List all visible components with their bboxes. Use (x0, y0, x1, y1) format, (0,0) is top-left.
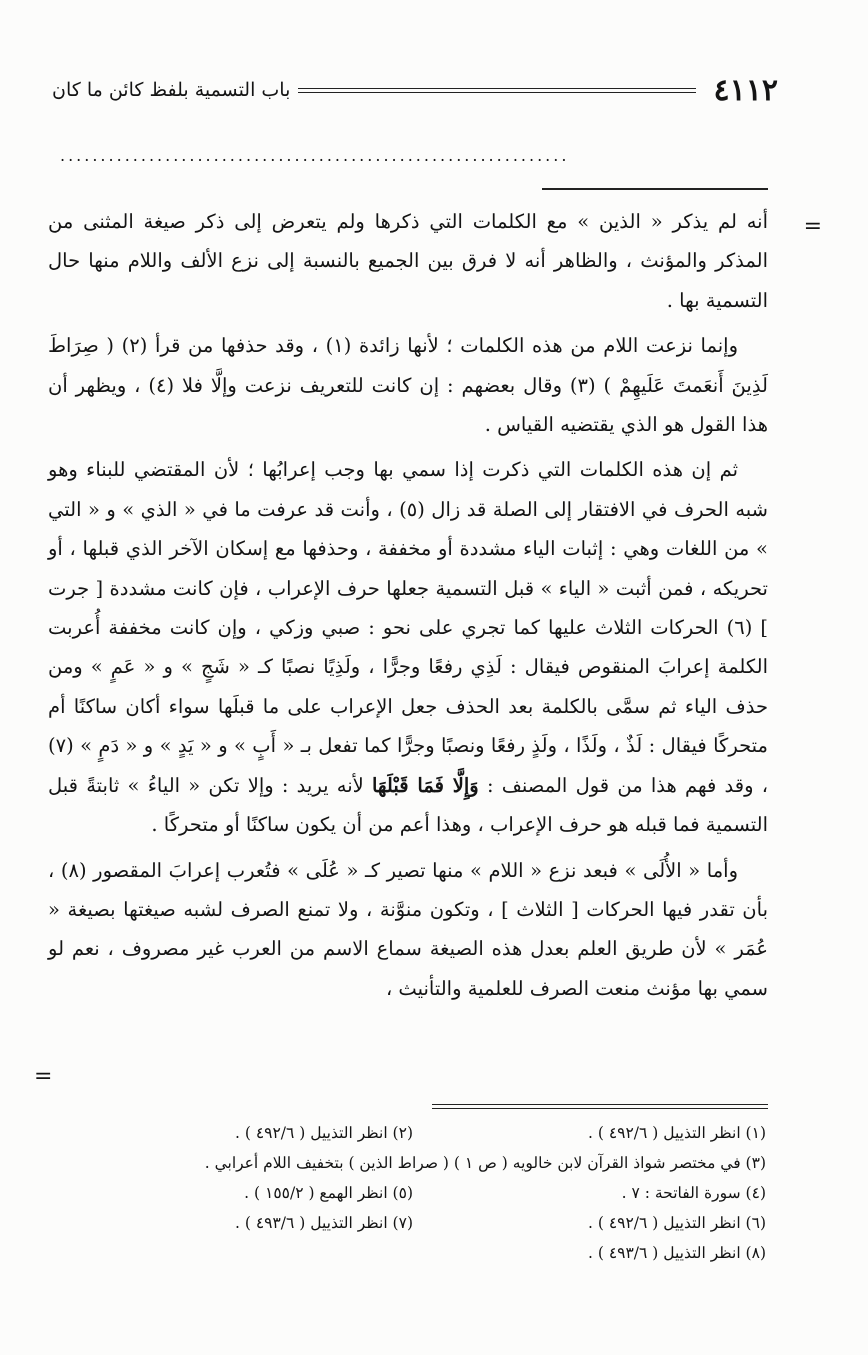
footnotes (60, 1118, 766, 1268)
footnote-row (60, 1208, 766, 1238)
paragraph-declension (48, 450, 768, 844)
paragraph-ula: وأما « الأُلَى » فبعد نزع « اللام » منها تصير كـ « عُلَى » فتُعرب إعرابَ المقصور (٨) ، بأن تقدر فيها الحركات [ الثلاث ] ، وتكون منوَّنة ، ولا تمنع الصرف لشبه صيغتها بصيغة « عُمَر » لأن طريق العلم بعدل هذه الصيغة سماع الاسم من العرب غير مصروف ، نعم لو سمي بها مؤنث منعت الصرف للعلمية والتأنيث ، (48, 858, 768, 1000)
footnote-rule (432, 1104, 768, 1109)
footnote-row (60, 1118, 766, 1148)
dotted-separator: ............................................................... (60, 146, 570, 165)
header-rule (298, 88, 695, 93)
chapter-title: باب التسمية بلفظ كائن ما كان (52, 79, 291, 101)
footnote-1: (١) انظر التذييل ( ٤٩٢/٦ ) . (587, 1124, 766, 1142)
quoted-verse: وَإِلَّا فَمَا قَبْلَهَا (371, 773, 479, 797)
main-text (48, 202, 768, 1008)
footnote-row (60, 1238, 766, 1268)
continuation-rule (542, 188, 768, 190)
footnote-6: (٦) انظر التذييل ( ٤٩٢/٦ ) . (587, 1214, 766, 1232)
footnote-row (60, 1148, 766, 1178)
footnote-8: (٨) انظر التذييل ( ٤٩٣/٦ ) . (587, 1244, 766, 1262)
continuation-marker-bottom: = (34, 1064, 53, 1089)
running-header (52, 68, 778, 112)
footnote-5: (٥) انظر الهمع ( ١٥٥/٢ ) . (244, 1184, 413, 1202)
page-number: ٤١١٢ (713, 72, 778, 108)
paragraph-text: ثم إن هذه الكلمات التي ذكرت إذا سمي بها وجب إعرابُها ؛ لأن المقتضي للبناء وهو شبه الحرف في الافتقار إلى الصلة قد زال (٥) ، وأنت قد عرفت ما في « الذي » و « التي » من اللغات وهي : إثبات الياء مشددة أو مخففة ، وحذفها مع إسكان الآخر الذي قبلها ، أو تحريكه ، فمن أثبت « الياء » قبل التسمية جعلها حرف الإعراب ، فإن كانت مشددة [ جرت ] (٦) الحركات الثلاث عليها كما تجري على نحو : صبي وزكي ، وإن كانت مخففة أُعربت الكلمة إعرابَ المنقوص فيقال : لَذِي رفعًا وجرًّا ، ولَذِيًا نصبًا كـ « شَجٍ » و « عَمٍ » ومن حذف الياء ثم سمَّى بالكلمة بعد الحذف جعل الإعراب على ما قبلَها سواء أكان ساكنًا أم متحركًا فيقال : لَذٌ ، ولَذًا ، ولَذٍ رفعًا ونصبًا وجرًّا كما تفعل بـ « أَبٍ » و « يَدٍ » و « دَمٍ » (٧) ، وقد فهم هذا من قول المصنف : (48, 458, 769, 797)
paragraph-lam-removal: وإنما نزعت اللام من هذه الكلمات ؛ لأنها زائدة (١) ، وقد حذفها من قرأ (٢) ( صِرَاطَ لَذِينَ أَنعَمتَ عَلَيهِمْ ) (٣) وقال بعضهم : إن كانت للتعريف نزعت وإلَّا فلا (٤) ، ويظهر أن هذا القول هو الذي يقتضيه القياس . (48, 334, 769, 437)
footnote-2: (٢) انظر التذييل ( ٤٩٢/٦ ) . (234, 1124, 413, 1142)
paragraph-continued: أنه لم يذكر « الذين » مع الكلمات التي ذكرها ولم يتعرض إلى ذكر صيغة المثنى من المذكر والمؤنث ، والظاهر أنه لا فرق بين الجميع بالنسبة إلى نزع الألف واللام منها حال التسمية بها . (48, 210, 768, 312)
footnote-7: (٧) انظر التذييل ( ٤٩٣/٦ ) . (234, 1214, 413, 1232)
footnote-3: (٣) في مختصر شواذ القرآن لابن خالويه ( ص ١ ) ( صراط الذين ) بتخفيف اللام أعرابي . (204, 1154, 766, 1172)
footnote-4: (٤) سورة الفاتحة : ٧ . (621, 1184, 766, 1202)
footnote-row (60, 1178, 766, 1208)
continuation-marker-top: = (803, 214, 822, 239)
paragraph-text: لأنه يريد : وإلا تكن « الياءُ » ثابتةً قبل التسمية فما قبله هو حرف الإعراب ، وهذا أعم من أن يكون ساكنًا أو متحركًا . (48, 773, 768, 837)
